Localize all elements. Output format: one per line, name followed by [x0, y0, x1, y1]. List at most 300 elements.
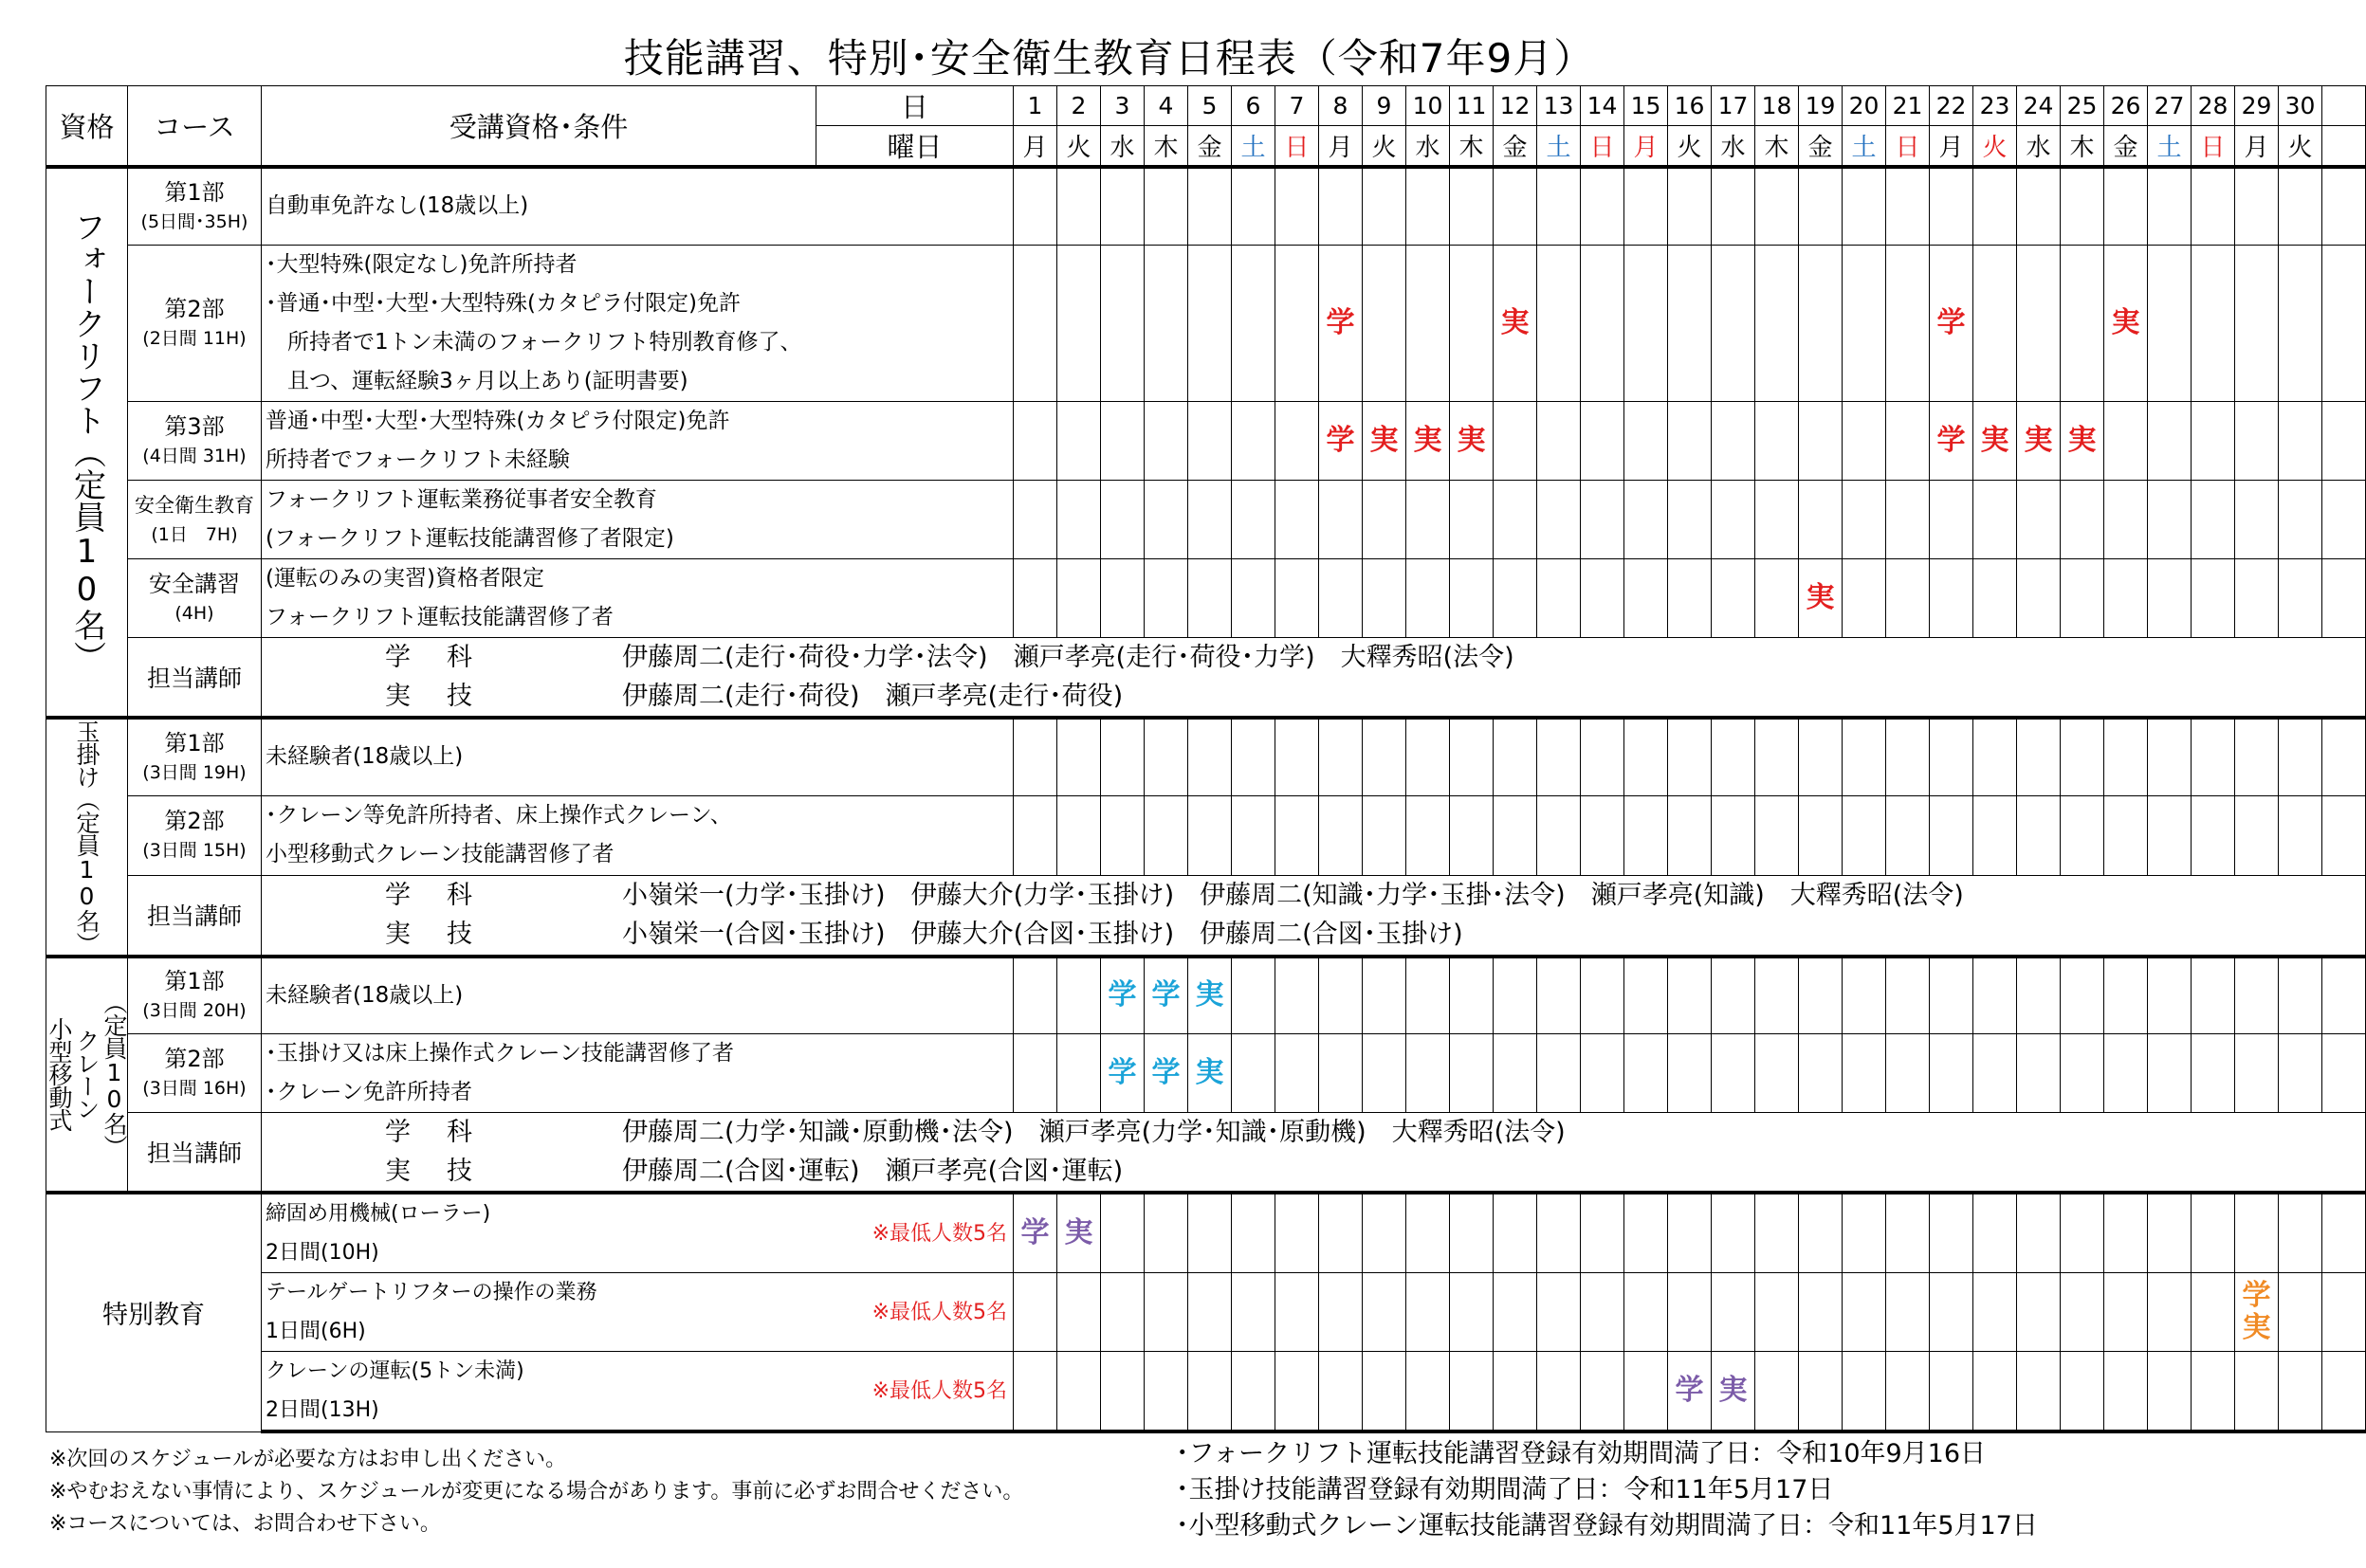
day-cell [2322, 1034, 2366, 1113]
day-cell [2061, 245, 2104, 401]
day-cell [1799, 795, 1843, 875]
weekday-name: 水 [1712, 126, 1755, 168]
day-cell [1363, 718, 1406, 796]
day-cell [2235, 1034, 2279, 1113]
day-cell [1930, 1193, 1973, 1273]
day-cell [1581, 1273, 1624, 1352]
day-cell [1101, 795, 1145, 875]
day-cell [1886, 1352, 1930, 1432]
weekday-name: 火 [2279, 126, 2322, 168]
day-cell [1973, 558, 2017, 637]
course-name: 第2部 [164, 808, 225, 835]
header-condition: 受講資格･条件 [262, 86, 816, 168]
day-cell [1843, 558, 1886, 637]
day-cell [1406, 167, 1450, 245]
instructor-list [262, 1113, 2366, 1194]
day-number: 20 [1843, 86, 1886, 126]
day-cell [1406, 795, 1450, 875]
day-cell [1363, 558, 1406, 637]
course-name-cell [128, 957, 262, 1034]
day-cell [2104, 558, 2148, 637]
course-name-cell [128, 718, 262, 796]
day-cell [2279, 1273, 2322, 1352]
day-cell [1406, 957, 1450, 1034]
day-cell [2017, 480, 2061, 558]
day-cell: 実 [1494, 245, 1537, 401]
lecture-label: 学科 [385, 881, 508, 911]
day-cell: 実 [1057, 1193, 1101, 1273]
day-cell [1275, 480, 1319, 558]
special-course-name: クレーンの運転(5トン未満) [266, 1359, 524, 1383]
day-cell [1799, 1352, 1843, 1432]
day-cell [1319, 1034, 1363, 1113]
day-cell [1537, 480, 1581, 558]
day-cell [2279, 1034, 2322, 1113]
crane-label-crane: クレーン [73, 1029, 101, 1121]
forklift-section-label [46, 167, 128, 718]
day-cell [1494, 167, 1537, 245]
header-weekday-label: 曜日 [816, 126, 1014, 168]
weekday-name: 土 [1232, 126, 1275, 168]
day-cell [1145, 718, 1188, 796]
day-cell [1188, 480, 1232, 558]
day-cell: 学 [1101, 957, 1145, 1034]
day-cell [2148, 245, 2192, 401]
weekday-name: 木 [1145, 126, 1188, 168]
day-number: 15 [1624, 86, 1668, 126]
minimum-attendees-note: ※最低人数5名 [871, 1301, 1007, 1324]
course-condition [262, 245, 1014, 401]
day-cell [1843, 795, 1886, 875]
day-cell: 実 [1188, 957, 1232, 1034]
weekday-name: 水 [2017, 126, 2061, 168]
day-cell [2322, 401, 2366, 480]
day-cell [1101, 245, 1145, 401]
day-cell [1930, 1352, 1973, 1432]
day-cell [1755, 1352, 1799, 1432]
day-cell [1319, 957, 1363, 1034]
day-cell [1101, 1352, 1145, 1432]
day-cell [1319, 1193, 1363, 1273]
day-cell [1973, 245, 2017, 401]
day-cell [1581, 167, 1624, 245]
day-number: 4 [1145, 86, 1188, 126]
day-cell [2192, 957, 2235, 1034]
day-number: 13 [1537, 86, 1581, 126]
course-name: 第2部 [164, 295, 225, 322]
day-number: 19 [1799, 86, 1843, 126]
day-cell [2104, 1273, 2148, 1352]
practice-instructors: 伊藤周二(走行･荷役) 瀬戸孝亮(走行･荷役) [622, 681, 1124, 711]
day-cell [1232, 558, 1275, 637]
day-cell: 実 [1450, 401, 1494, 480]
day-number: 10 [1406, 86, 1450, 126]
day-cell [1537, 718, 1581, 796]
condition-line: 自動車免許なし(18歳以上) [266, 193, 529, 219]
course-name: 第2部 [164, 1046, 225, 1072]
day-cell [1624, 167, 1668, 245]
course-duration: (1日 7H) [151, 523, 238, 545]
day-cell [1014, 480, 1057, 558]
condition-line: 所持者で1トン未満のフォークリフト特別教育修了、 [266, 329, 802, 355]
condition-line: ･クレーン等免許所持者、床上操作式クレーン、 [266, 803, 732, 829]
day-cell [2235, 401, 2279, 480]
weekday-name [2322, 126, 2366, 168]
day-cell [2322, 558, 2366, 637]
day-cell [1973, 480, 2017, 558]
day-cell [1668, 558, 1712, 637]
day-cell [1537, 1273, 1581, 1352]
day-cell [2017, 1034, 2061, 1113]
weekday-name: 火 [1668, 126, 1712, 168]
day-cell [1843, 167, 1886, 245]
special-course [262, 1352, 1014, 1432]
day-cell [1886, 245, 1930, 401]
day-number: 30 [2279, 86, 2322, 126]
day-cell [1406, 245, 1450, 401]
day-number: 12 [1494, 86, 1537, 126]
day-number: 8 [1319, 86, 1363, 126]
day-cell [2148, 1193, 2192, 1273]
day-cell [1581, 401, 1624, 480]
condition-line: 且つ、運転経験3ヶ月以上あり(証明書要) [266, 368, 688, 393]
day-cell [1886, 1034, 1930, 1113]
day-number: 24 [2017, 86, 2061, 126]
day-cell [1494, 795, 1537, 875]
day-cell [1145, 558, 1188, 637]
forklift-label: フォークリフト（定員10名） [67, 210, 106, 674]
course-name: 安全講習 [149, 570, 240, 597]
day-cell [1712, 1193, 1755, 1273]
day-cell [1799, 957, 1843, 1034]
day-cell [1319, 480, 1363, 558]
day-cell [1843, 1193, 1886, 1273]
day-cell [1930, 1273, 1973, 1352]
day-cell [1101, 1193, 1145, 1273]
day-cell [1799, 1193, 1843, 1273]
day-cell [2279, 718, 2322, 796]
practice-instructors: 伊藤周二(合図･運転) 瀬戸孝亮(合図･運転) [622, 1157, 1124, 1186]
special-course-name: 締固め用機械(ローラー) [266, 1202, 491, 1226]
special-course [262, 1273, 1014, 1352]
course-name: 第1部 [164, 729, 225, 757]
course-name: 第3部 [164, 412, 225, 440]
note-line: ※次回のスケジュールが必要な方はお申し出ください。 [49, 1448, 567, 1471]
weekday-name: 金 [1188, 126, 1232, 168]
day-cell [1188, 401, 1232, 480]
day-cell [1581, 795, 1624, 875]
day-cell [1755, 718, 1799, 796]
day-cell [2192, 718, 2235, 796]
day-cell [2148, 1352, 2192, 1432]
day-cell [1712, 558, 1755, 637]
day-cell [2192, 1193, 2235, 1273]
day-cell [1973, 957, 2017, 1034]
course-duration: (2日間 11H) [142, 327, 247, 349]
day-cell [1843, 718, 1886, 796]
day-cell [1014, 957, 1057, 1034]
day-cell [1624, 795, 1668, 875]
day-cell [1275, 401, 1319, 480]
day-cell [1406, 1352, 1450, 1432]
day-cell [1494, 1273, 1537, 1352]
day-cell [2148, 795, 2192, 875]
day-cell [1014, 795, 1057, 875]
day-cell [1668, 1034, 1712, 1113]
day-cell [2148, 1034, 2192, 1113]
tamagake-label: 玉掛け（定員10名） [73, 719, 101, 955]
day-cell [1886, 795, 1930, 875]
instructor-label: 担当講師 [128, 875, 262, 956]
condition-line: ･大型特殊(限定なし)免許所持者 [266, 251, 578, 277]
special-course-duration: 1日間(6H) [266, 1320, 366, 1343]
day-cell [1755, 1273, 1799, 1352]
day-cell [1057, 1034, 1101, 1113]
note-line: ※コースについては、お問合わせ下さい。 [49, 1512, 441, 1536]
day-number: 2 [1057, 86, 1101, 126]
day-cell [1843, 957, 1886, 1034]
day-cell [1799, 1034, 1843, 1113]
day-cell [2017, 718, 2061, 796]
day-cell [1537, 558, 1581, 637]
course-name-cell [128, 167, 262, 245]
day-number: 17 [1712, 86, 1755, 126]
lecture-instructors: 伊藤周二(力学･知識･原動機･法令) 瀬戸孝亮(力学･知識･原動機) 大釋秀昭(法令) [622, 1118, 1566, 1147]
weekday-name: 土 [1843, 126, 1886, 168]
day-cell [2192, 795, 2235, 875]
day-cell [1406, 1034, 1450, 1113]
day-cell [2061, 558, 2104, 637]
day-cell [1188, 1352, 1232, 1432]
day-cell [1712, 957, 1755, 1034]
day-cell [1930, 480, 1973, 558]
course-duration: (4H) [174, 602, 214, 624]
day-cell [2017, 245, 2061, 401]
day-cell [1537, 401, 1581, 480]
day-cell [1014, 718, 1057, 796]
day-cell [2322, 795, 2366, 875]
day-cell [1799, 718, 1843, 796]
weekday-name: 木 [1755, 126, 1799, 168]
day-cell [1014, 1352, 1057, 1432]
day-cell [1930, 1034, 1973, 1113]
day-cell [1406, 718, 1450, 796]
day-cell [2017, 1352, 2061, 1432]
day-cell [2322, 1352, 2366, 1432]
practice-label: 実技 [385, 920, 508, 950]
day-cell [1145, 245, 1188, 401]
day-cell [1232, 480, 1275, 558]
day-cell [1275, 558, 1319, 637]
day-cell [1668, 1273, 1712, 1352]
day-cell [2104, 1193, 2148, 1273]
day-cell [2061, 718, 2104, 796]
note-line: ※やむおえない事情により、スケジュールが変更になる場合があります。事前に必ずお問合せください。 [49, 1480, 1024, 1504]
day-cell [2104, 480, 2148, 558]
day-cell [2192, 1273, 2235, 1352]
day-cell [1799, 245, 1843, 401]
day-cell [1319, 1352, 1363, 1432]
course-duration: (3日間 15H) [142, 840, 247, 862]
day-cell [1624, 1034, 1668, 1113]
weekday-name: 月 [1624, 126, 1668, 168]
day-cell [2192, 558, 2235, 637]
day-cell [2192, 480, 2235, 558]
day-cell [2192, 245, 2235, 401]
day-cell [1886, 718, 1930, 796]
weekday-name: 月 [2235, 126, 2279, 168]
day-cell [1450, 1193, 1494, 1273]
day-cell [1057, 795, 1101, 875]
day-cell [1450, 795, 1494, 875]
day-cell [1755, 401, 1799, 480]
day-cell [2279, 957, 2322, 1034]
day-cell [1886, 1273, 1930, 1352]
day-number: 25 [2061, 86, 2104, 126]
course-duration: (3日間 16H) [142, 1078, 247, 1099]
day-cell: 実 [1363, 401, 1406, 480]
lecture-instructors: 小嶺栄一(力学･玉掛け) 伊藤大介(力学･玉掛け) 伊藤周二(知識･力学･玉掛･法令) 瀬戸孝亮(知識) 大釋秀昭(法令) [622, 881, 1964, 911]
day-cell [1275, 167, 1319, 245]
day-number: 7 [1275, 86, 1319, 126]
day-cell [2017, 795, 2061, 875]
day-cell [1973, 1034, 2017, 1113]
day-cell [1057, 1352, 1101, 1432]
day-cell [2235, 795, 2279, 875]
day-cell [1450, 558, 1494, 637]
day-cell [1624, 401, 1668, 480]
day-cell [2017, 558, 2061, 637]
day-cell [2148, 957, 2192, 1034]
weekday-name: 日 [1886, 126, 1930, 168]
weekday-name: 金 [1799, 126, 1843, 168]
day-number: 16 [1668, 86, 1712, 126]
schedule-table [46, 85, 2366, 1433]
day-cell: 学 [1145, 957, 1188, 1034]
day-cell [2148, 718, 2192, 796]
day-number: 6 [1232, 86, 1275, 126]
day-cell [1712, 167, 1755, 245]
day-cell [1581, 957, 1624, 1034]
day-cell [1232, 401, 1275, 480]
course-condition [262, 718, 1014, 796]
day-cell [1494, 1352, 1537, 1432]
day-cell [1406, 1273, 1450, 1352]
day-cell [1450, 1034, 1494, 1113]
day-cell [1319, 167, 1363, 245]
day-cell [2061, 795, 2104, 875]
day-cell [1101, 167, 1145, 245]
day-cell [1624, 718, 1668, 796]
document-title: 技能講習、特別･安全衛生教育日程表（令和7年9月） [623, 35, 1595, 82]
day-cell [1101, 480, 1145, 558]
day-cell [1712, 1034, 1755, 1113]
day-cell [1145, 1273, 1188, 1352]
day-cell [1450, 1273, 1494, 1352]
course-condition [262, 1034, 1014, 1113]
day-cell [1494, 1034, 1537, 1113]
special-course [262, 1193, 1014, 1273]
header-qualification: 資格 [46, 86, 128, 168]
day-cell [1319, 795, 1363, 875]
day-cell [1799, 1273, 1843, 1352]
day-cell [1712, 401, 1755, 480]
day-cell [1101, 1273, 1145, 1352]
day-cell: 実 [2104, 245, 2148, 401]
weekday-name: 月 [1930, 126, 1973, 168]
day-cell [1668, 480, 1712, 558]
day-cell [2104, 957, 2148, 1034]
practice-instructors: 小嶺栄一(合図･玉掛け) 伊藤大介(合図･玉掛け) 伊藤周二(合図･玉掛け) [622, 920, 1463, 950]
condition-line: フォークリフト運転技能講習修了者 [266, 604, 614, 629]
day-cell: 実 [1799, 558, 1843, 637]
day-cell [2235, 957, 2279, 1034]
course-condition [262, 558, 1014, 637]
weekday-name: 金 [1494, 126, 1537, 168]
day-cell [2061, 1034, 2104, 1113]
special-course-duration: 2日間(10H) [266, 1241, 379, 1265]
course-name-cell [128, 245, 262, 401]
day-cell [1319, 1273, 1363, 1352]
day-cell [1886, 401, 1930, 480]
condition-line: ･クレーン免許所持者 [266, 1080, 473, 1104]
day-number: 14 [1581, 86, 1624, 126]
day-cell [1668, 245, 1712, 401]
day-cell [1145, 795, 1188, 875]
weekday-name: 日 [1581, 126, 1624, 168]
day-cell: 実 [1188, 1034, 1232, 1113]
day-cell [1799, 401, 1843, 480]
day-cell [1494, 480, 1537, 558]
day-cell [1406, 558, 1450, 637]
condition-line: (フォークリフト運転技能講習修了者限定) [266, 525, 674, 551]
weekday-name: 火 [1363, 126, 1406, 168]
day-cell [1188, 795, 1232, 875]
day-cell: 学 [1930, 401, 1973, 480]
day-cell [1843, 1352, 1886, 1432]
weekday-name: 月 [1014, 126, 1057, 168]
day-cell [1014, 245, 1057, 401]
day-cell [1668, 401, 1712, 480]
day-cell [1930, 795, 1973, 875]
day-cell [2061, 1193, 2104, 1273]
day-cell [1668, 167, 1712, 245]
day-cell [2322, 480, 2366, 558]
day-cell [1537, 957, 1581, 1034]
day-cell: 学 [1668, 1352, 1712, 1432]
day-cell [2235, 1193, 2279, 1273]
day-cell [1668, 795, 1712, 875]
weekday-name: 土 [1537, 126, 1581, 168]
notes-right [1176, 1436, 2038, 1544]
weekday-name: 火 [1057, 126, 1101, 168]
minimum-attendees-note: ※最低人数5名 [871, 1379, 1007, 1403]
day-cell [2192, 1352, 2235, 1432]
day-cell [1973, 1273, 2017, 1352]
day-cell [1581, 558, 1624, 637]
day-cell: 実 [1406, 401, 1450, 480]
day-cell [1624, 1273, 1668, 1352]
day-cell [1755, 1034, 1799, 1113]
crane-label-mobile: 小型移動式 [46, 1017, 73, 1132]
tamagake-section-label [46, 718, 128, 957]
day-cell [1581, 1193, 1624, 1273]
day-cell [1799, 167, 1843, 245]
day-cell [1581, 1034, 1624, 1113]
day-cell: 学 [1145, 1034, 1188, 1113]
day-cell [1363, 245, 1406, 401]
day-cell: 学実 [2235, 1273, 2279, 1352]
